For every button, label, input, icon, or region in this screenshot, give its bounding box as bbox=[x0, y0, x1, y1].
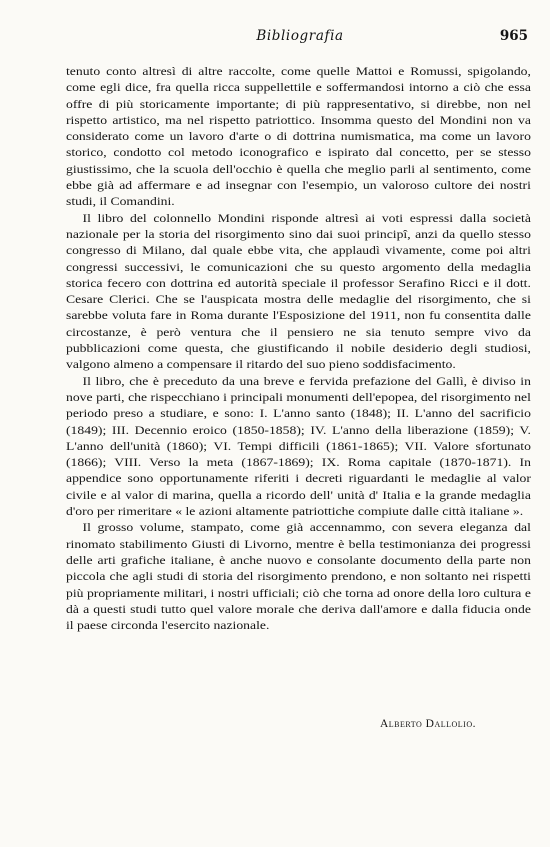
paragraph: Il libro del colonnello Mondini risponde altresì ai voti espressi dalla società nazionale per la storia del risorgimento sino dai suoi principî, anzi da quello stesso congresso di Milano, dal quale ebbe vita, che applaudì vivamente, come poi altri congressi successivi, le comunicazioni che su questo argomento della medaglia storica fecero con dottrina ed autorità speciale il professor Serafino Ricci e il dott. Cesare Clerici. Che se l'auspicata mostra delle medaglie del risorgimento, che si sarebbe voluta fare in Roma durante l'Esposizione del 1911, non fu consentita dalle circostanze, è però ventura che il pensiero ne sia tenuto sempre vivo da pubblicazioni come questa, che giustificando il nobile desiderio degli studiosi, valgono almeno a compensare il ritardo del suo pieno soddisfacimento. bbox=[66, 211, 531, 372]
body-text bbox=[66, 64, 531, 634]
author-signature: Alberto Dallolio. bbox=[379, 718, 476, 730]
page-number: 965 bbox=[499, 28, 528, 44]
paragraph: Il grosso volume, stampato, come già accennammo, con severa eleganza dal rinomato stabilimento Giusti di Livorno, mentre è bella testimonianza dei progressi delle arti grafiche italiane, è anche nuovo e consolante documento della parte non piccola che agli studi di storia del risorgimento prendono, e non soltanto nei rispetti più propriamente militari, i nostri ufficiali; ciò che torna ad onore della loro cultura e dà a questi studi tutto quel valore morale che deriva dall'amore e dalla fiducia onde il paese circonda l'esercito nazionale. bbox=[66, 521, 531, 633]
running-head bbox=[60, 28, 530, 50]
paragraph-continuation: tenuto conto altresì di altre raccolte, come quelle Mattoi e Romussi, spigolando, come egli dice, fra quella ricca suppellettile e soffermandosi intorno a ciò che essa offre di più storicamente importante; di più rappresentativo, si direbbe, non nel rispetto artistico, ma nel rispetto patriottico. Insomma questo del Mondini non va considerato come un lavoro d'arte o di dottrina numismatica, ma come un lavoro storico, condotto col metodo iconografico e ispirato dal concetto, per se stesso giustissimo, che la scuola dell'occhio è quella che meglio parli al sentimento, come ebbe già ad affermare e ad insegnar con l'esempio, un valoroso cultore dei nostri studi, il Comandini. bbox=[66, 65, 531, 209]
paragraph: Il libro, che è preceduto da una breve e fervida prefazione del Gallì, è diviso in nove parti, che rispecchiano i principali monumenti dell'epopea, del risorgimento nel periodo preso a studiare, e sono: I. L'anno santo (1848); II. L'anno del sacrificio (1849); III. Decennio eroico (1850-1858); IV. L'anno della liberazione (1859); V. L'anno dell'unità (1860); VI. Tempi difficili (1861-1865); VII. Valore sfortunato (1866); VIII. Verso la meta (1867-1869); IX. Roma capitale (1870-1871). In appendice sono opportunamente riferiti i decreti riguardanti le medaglie al valor civile e al valor di marina, quella a ricordo dell' unità d' Italia e la grande medaglia d'oro per rimeritare « le azioni altamente patriottiche compiute dalle città italiane ». bbox=[66, 374, 531, 519]
running-title: Bibliografia bbox=[256, 28, 344, 44]
